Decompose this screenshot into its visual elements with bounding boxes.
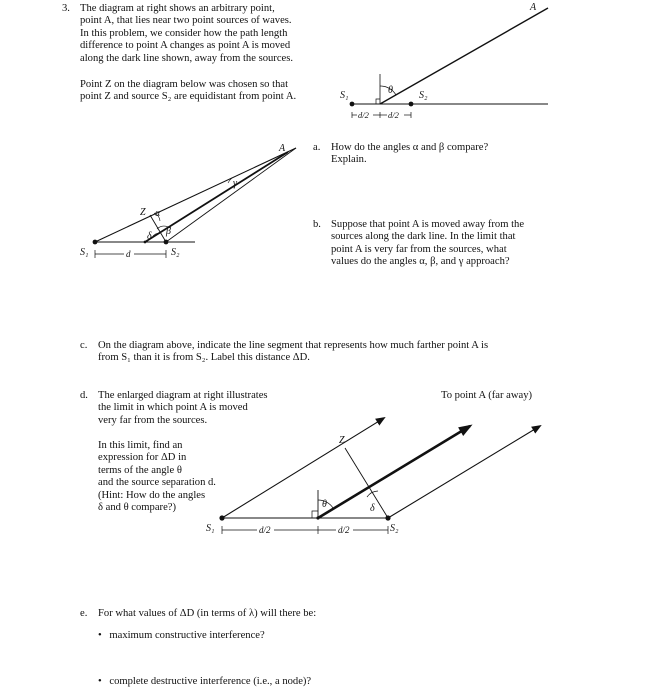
- label-theta-top: θ: [388, 85, 393, 96]
- part-d-letter: d.: [80, 390, 88, 401]
- label-s1-top: S₁: [340, 90, 349, 101]
- ray-s2: [388, 426, 540, 518]
- s1-dot-bottom: [219, 515, 224, 520]
- bullet-2-text: complete destructive interference (i.e., a node)?: [109, 676, 312, 687]
- label-d2-left-bottom: d/2: [259, 525, 271, 535]
- part-d-line: (Hint: How do the angles: [98, 489, 206, 501]
- intro-line: along the dark line shown, away from the sources.: [80, 52, 293, 64]
- bullet-symbol: •: [98, 630, 102, 641]
- label-beta-mid: β: [166, 226, 171, 237]
- label-far-away: To point A (far away): [441, 390, 533, 401]
- label-s2-bottom: S₂: [390, 523, 399, 534]
- intro-line: point A, that lies near two point sources of waves.: [80, 15, 292, 27]
- label-s1-bottom: S₁: [206, 523, 215, 534]
- part-b-line: Suppose that point A is moved away from the: [331, 219, 525, 230]
- part-d-line: very far from the sources.: [98, 414, 208, 426]
- intro-line: In this problem, we consider how the path length: [80, 27, 288, 39]
- label-s2-top: S₂: [419, 90, 428, 101]
- bullet-2: [98, 676, 311, 688]
- label-d2-right-bottom: d/2: [338, 525, 350, 535]
- bullet-1: [98, 630, 265, 642]
- label-z-mid: Z: [140, 207, 146, 218]
- label-a-top: A: [530, 2, 537, 13]
- label-s2-mid: S₂: [171, 247, 180, 258]
- label-d-mid: d: [126, 249, 131, 259]
- part-a-line: Explain.: [331, 154, 367, 166]
- label-alpha-mid: α: [155, 208, 161, 219]
- label-d2-left-top: d/2: [358, 110, 369, 120]
- part-a-letter: a.: [313, 142, 321, 153]
- center-dot-bottom: [316, 516, 319, 519]
- part-b-line: values do the angles α, β, and γ approach?: [331, 256, 510, 268]
- label-delta-mid: δ: [147, 231, 152, 242]
- part-d-line: In this limit, find an: [98, 440, 183, 451]
- part-c-line: On the diagram above, indicate the line segment that represents how much farther point A is: [98, 340, 489, 351]
- part-a-line: How do the angles α and β compare?: [331, 142, 489, 153]
- part-b-line: sources along the dark line. In the limit that: [331, 231, 516, 243]
- delta-arc-bottom: [367, 491, 378, 497]
- z-to-s2-perp: [345, 448, 388, 518]
- part-b-letter: b.: [313, 219, 321, 230]
- part-d-line: the limit in which point A is moved: [98, 402, 248, 414]
- part-c-letter: c.: [80, 340, 88, 351]
- label-a-mid: A: [279, 143, 286, 154]
- pointz-line: Point Z on the diagram below was chosen so that: [80, 79, 289, 90]
- part-d-line: The enlarged diagram at right illustrates: [98, 390, 268, 401]
- part-c-line: from S₁ than it is from S₂. Label this distance ΔD.: [98, 352, 310, 364]
- part-e-text: For what values of ΔD (in terms of λ) will there be:: [98, 608, 317, 619]
- bullet-1-text: maximum constructive interference?: [109, 630, 265, 641]
- part-b-line: point A is very far from the sources, what: [331, 243, 507, 255]
- part-d-line: and the source separation d.: [98, 477, 216, 489]
- label-delta-bottom: δ: [370, 503, 375, 514]
- part-d-line: terms of the angle θ: [98, 464, 182, 476]
- label-gamma-mid: γ: [233, 178, 237, 189]
- label-z-bottom: Z: [339, 435, 345, 446]
- part-d-line: δ and θ compare?): [98, 502, 177, 514]
- label-s1-mid: S₁: [80, 247, 89, 258]
- pointz-line: point Z and source S₂ are equidistant from point A.: [80, 91, 297, 103]
- s2-dot-bottom: [385, 515, 390, 520]
- bullet-symbol: •: [98, 676, 102, 687]
- part-d-line: expression for ΔD in: [98, 452, 187, 464]
- problem-number: 3.: [62, 3, 70, 14]
- intro-line: The diagram at right shows an arbitrary point,: [80, 3, 275, 14]
- label-d2-right-top: d/2: [388, 110, 399, 120]
- part-e-letter: e.: [80, 608, 88, 619]
- intro-line: difference to point A changes as point A is moved: [80, 40, 291, 52]
- ray-s1: [222, 418, 384, 518]
- label-theta-bottom: θ: [322, 499, 327, 510]
